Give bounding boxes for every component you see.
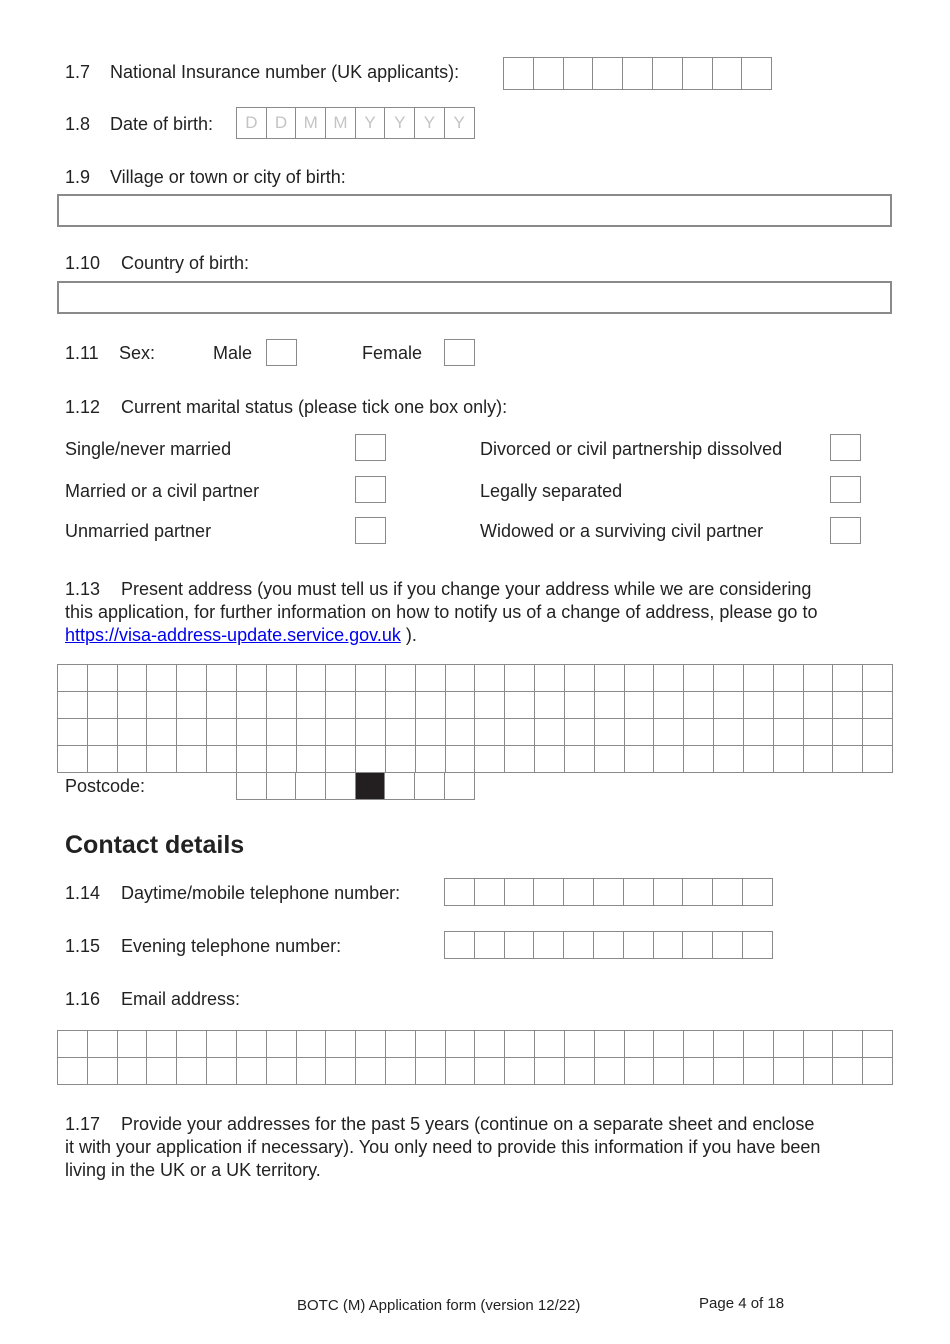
q1-13-line1 [65, 578, 811, 600]
address-cell[interactable] [177, 692, 207, 719]
daytime-phone-cell[interactable] [683, 879, 713, 906]
q1-11-text: Sex: [119, 343, 156, 363]
address-cell[interactable] [386, 665, 416, 692]
postcode-cell[interactable] [296, 773, 326, 800]
address-cell[interactable] [177, 665, 207, 692]
q1-10-text: Country of birth: [121, 253, 250, 273]
email-cell[interactable] [714, 1031, 744, 1058]
address-cell[interactable] [237, 719, 267, 746]
address-cell[interactable] [684, 665, 714, 692]
email-cell[interactable] [118, 1058, 148, 1085]
address-cell[interactable] [475, 746, 505, 773]
q1-15-label [65, 935, 341, 957]
footer-form-name: BOTC (M) Application form (version 12/22) [297, 1297, 581, 1314]
email-cell[interactable] [58, 1058, 88, 1085]
email-cell[interactable] [386, 1058, 416, 1085]
q1-8-text: Date of birth: [110, 114, 214, 134]
email-cell[interactable] [267, 1031, 297, 1058]
address-cell[interactable] [565, 692, 595, 719]
address-cell[interactable] [863, 692, 893, 719]
address-cell[interactable] [267, 746, 297, 773]
evening-phone-cell[interactable] [743, 932, 773, 959]
email-cell[interactable] [446, 1031, 476, 1058]
address-cell[interactable] [267, 692, 297, 719]
marital-married-checkbox[interactable] [355, 476, 386, 503]
address-cell[interactable] [446, 665, 476, 692]
q1-9-text: Village or town or city of birth: [110, 167, 346, 187]
country-of-birth-field[interactable] [57, 281, 892, 314]
sex-female-checkbox[interactable] [444, 339, 475, 366]
q1-7-number: 1.7 [65, 62, 91, 82]
address-cell[interactable] [475, 665, 505, 692]
email-cell[interactable] [207, 1058, 237, 1085]
evening-phone-cell[interactable] [713, 932, 743, 959]
email-cell[interactable] [207, 1031, 237, 1058]
q1-9-number: 1.9 [65, 167, 91, 187]
address-cell[interactable] [475, 692, 505, 719]
email-cell[interactable] [88, 1031, 118, 1058]
daytime-phone-cell[interactable] [475, 879, 505, 906]
address-cell[interactable] [416, 665, 446, 692]
address-cell[interactable] [326, 719, 356, 746]
marital-single-label: Single/never married [65, 439, 232, 459]
address-cell[interactable] [625, 746, 655, 773]
evening-phone-cell[interactable] [594, 932, 624, 959]
email-address-boxes[interactable] [57, 1030, 893, 1085]
email-cell[interactable] [565, 1058, 595, 1085]
address-cell[interactable] [356, 746, 386, 773]
address-cell[interactable] [446, 719, 476, 746]
email-cell[interactable] [297, 1058, 327, 1085]
email-cell[interactable] [356, 1031, 386, 1058]
address-cell[interactable] [446, 746, 476, 773]
email-cell[interactable] [297, 1031, 327, 1058]
address-cell[interactable] [207, 719, 237, 746]
address-cell[interactable] [416, 692, 446, 719]
address-cell[interactable] [804, 665, 834, 692]
evening-phone-cell[interactable] [564, 932, 594, 959]
q1-13-after-link: ). [400, 625, 417, 645]
date-of-birth-cell[interactable]: D [237, 108, 267, 139]
address-cell[interactable] [207, 746, 237, 773]
ni-number-cell[interactable] [653, 58, 683, 90]
q1-11-label [65, 342, 155, 364]
address-cell[interactable] [535, 719, 565, 746]
marital-separated-label: Legally separated [480, 481, 623, 501]
q1-14-number: 1.14 [65, 883, 101, 903]
footer-page-number: Page 4 of 18 [699, 1295, 785, 1312]
address-cell[interactable] [714, 746, 744, 773]
marital-divorced-label: Divorced or civil partnership dissolved [480, 439, 783, 459]
address-cell[interactable] [804, 746, 834, 773]
address-cell[interactable] [863, 665, 893, 692]
address-cell[interactable] [58, 746, 88, 773]
address-cell[interactable] [863, 719, 893, 746]
q1-10-number: 1.10 [65, 253, 101, 273]
daytime-phone-cell[interactable] [564, 879, 594, 906]
email-cell[interactable] [774, 1031, 804, 1058]
ni-number-cell[interactable] [713, 58, 743, 90]
address-cell[interactable] [386, 692, 416, 719]
email-cell[interactable] [804, 1031, 834, 1058]
date-of-birth-cell[interactable]: Y [385, 108, 415, 139]
address-cell[interactable] [237, 665, 267, 692]
date-of-birth-cell[interactable]: Y [415, 108, 445, 139]
q1-11-number: 1.11 [65, 343, 99, 363]
address-cell[interactable] [595, 665, 625, 692]
daytime-phone-cell[interactable] [743, 879, 773, 906]
address-update-link[interactable]: https://visa-address-update.service.gov.uk [65, 625, 401, 645]
ni-number-boxes[interactable] [503, 57, 772, 90]
email-cell[interactable] [118, 1031, 148, 1058]
ni-number-cell[interactable] [742, 58, 772, 90]
daytime-phone-cell[interactable] [594, 879, 624, 906]
address-cell[interactable] [475, 719, 505, 746]
date-of-birth-cell[interactable]: M [296, 108, 326, 139]
address-cell[interactable] [565, 665, 595, 692]
address-cell[interactable] [863, 746, 893, 773]
address-cell[interactable] [326, 665, 356, 692]
address-cell[interactable] [58, 692, 88, 719]
q1-13-text1: Present address (you must tell us if you change your address while we are considering [121, 579, 812, 599]
evening-phone-cell[interactable] [505, 932, 535, 959]
marital-unmarried-checkbox[interactable] [355, 517, 386, 544]
postcode-label: Postcode: [65, 776, 146, 796]
address-cell[interactable] [505, 692, 535, 719]
q1-8-label [65, 113, 213, 135]
address-cell[interactable] [58, 719, 88, 746]
address-cell[interactable] [833, 746, 863, 773]
postcode-cell[interactable] [267, 773, 297, 800]
evening-phone-cell[interactable] [654, 932, 684, 959]
address-cell[interactable] [386, 719, 416, 746]
marital-separated-checkbox[interactable] [830, 476, 861, 503]
postcode-cell[interactable] [326, 773, 356, 800]
daytime-phone-cell[interactable] [445, 879, 475, 906]
address-cell[interactable] [714, 692, 744, 719]
q1-17-text1: Provide your addresses for the past 5 years (continue on a separate sheet and enclose [121, 1114, 815, 1134]
address-cell[interactable] [416, 719, 446, 746]
address-cell[interactable] [535, 692, 565, 719]
q1-15-text: Evening telephone number: [121, 936, 342, 956]
address-cell[interactable] [386, 746, 416, 773]
q1-12-label [65, 396, 507, 418]
address-cell[interactable] [356, 692, 386, 719]
email-cell[interactable] [475, 1058, 505, 1085]
q1-7-label [65, 61, 459, 83]
address-cell[interactable] [88, 719, 118, 746]
address-cell[interactable] [356, 719, 386, 746]
address-cell[interactable] [177, 719, 207, 746]
daytime-phone-cell[interactable] [713, 879, 743, 906]
address-cell[interactable] [207, 665, 237, 692]
address-cell[interactable] [118, 692, 148, 719]
address-cell[interactable] [595, 719, 625, 746]
address-cell[interactable] [147, 692, 177, 719]
email-cell[interactable] [177, 1058, 207, 1085]
q1-17-line1 [65, 1113, 814, 1135]
q1-12-number: 1.12 [65, 397, 101, 417]
email-cell[interactable] [475, 1031, 505, 1058]
date-of-birth-boxes[interactable] [236, 107, 475, 139]
address-cell[interactable] [744, 692, 774, 719]
address-cell[interactable] [88, 665, 118, 692]
email-cell[interactable] [774, 1058, 804, 1085]
date-of-birth-cell[interactable]: M [326, 108, 356, 139]
email-cell[interactable] [595, 1031, 625, 1058]
address-cell[interactable] [595, 692, 625, 719]
address-cell[interactable] [565, 746, 595, 773]
email-cell[interactable] [595, 1058, 625, 1085]
address-cell[interactable] [654, 692, 684, 719]
address-cell[interactable] [147, 665, 177, 692]
address-cell[interactable] [774, 665, 804, 692]
email-cell[interactable] [267, 1058, 297, 1085]
email-cell[interactable] [625, 1031, 655, 1058]
postcode-boxes[interactable] [236, 772, 475, 800]
address-cell[interactable] [804, 719, 834, 746]
email-cell[interactable] [88, 1058, 118, 1085]
email-cell[interactable] [416, 1031, 446, 1058]
q1-7-text: National Insurance number (UK applicants): [110, 62, 460, 82]
email-cell[interactable] [505, 1031, 535, 1058]
email-cell[interactable] [237, 1058, 267, 1085]
evening-phone-boxes[interactable] [444, 931, 773, 959]
address-cell[interactable] [356, 665, 386, 692]
marital-married-label: Married or a civil partner [65, 481, 260, 501]
q1-13-line2: this application, for further information on how to notify us of a change of address, please go to [65, 602, 818, 622]
address-cell[interactable] [297, 746, 327, 773]
address-cell[interactable] [654, 665, 684, 692]
postcode-cell[interactable] [445, 773, 475, 800]
email-cell[interactable] [654, 1031, 684, 1058]
q1-16-text: Email address: [121, 989, 241, 1009]
email-cell[interactable] [386, 1031, 416, 1058]
address-cell[interactable] [714, 719, 744, 746]
q1-9-label [65, 166, 346, 188]
marital-single-checkbox[interactable] [355, 434, 386, 461]
address-cell[interactable] [118, 746, 148, 773]
q1-13-line3 [65, 624, 417, 646]
evening-phone-cell[interactable] [534, 932, 564, 959]
email-cell[interactable] [863, 1058, 893, 1085]
evening-phone-cell[interactable] [683, 932, 713, 959]
ni-number-cell[interactable] [564, 58, 594, 90]
email-cell[interactable] [565, 1031, 595, 1058]
q1-17-line2: it with your application if necessary). You only need to provide this information if you have been [65, 1137, 821, 1157]
email-cell[interactable] [505, 1058, 535, 1085]
daytime-phone-cell[interactable] [624, 879, 654, 906]
place-of-birth-field[interactable] [57, 194, 892, 227]
address-cell[interactable] [297, 665, 327, 692]
address-cell[interactable] [684, 719, 714, 746]
address-cell[interactable] [267, 719, 297, 746]
email-cell[interactable] [147, 1031, 177, 1058]
address-cell[interactable] [804, 692, 834, 719]
address-cell[interactable] [833, 692, 863, 719]
ni-number-cell[interactable] [623, 58, 653, 90]
marital-widowed-checkbox[interactable] [830, 517, 861, 544]
address-cell[interactable] [267, 665, 297, 692]
email-cell[interactable] [237, 1031, 267, 1058]
address-cell[interactable] [118, 665, 148, 692]
address-cell[interactable] [535, 665, 565, 692]
date-of-birth-cell[interactable]: Y [445, 108, 475, 139]
email-cell[interactable] [863, 1031, 893, 1058]
daytime-phone-cell[interactable] [505, 879, 535, 906]
address-cell[interactable] [744, 719, 774, 746]
email-cell[interactable] [58, 1031, 88, 1058]
contact-details-heading: Contact details [65, 831, 245, 859]
email-cell[interactable] [177, 1031, 207, 1058]
email-cell[interactable] [326, 1031, 356, 1058]
ni-number-cell[interactable] [504, 58, 534, 90]
address-cell[interactable] [833, 719, 863, 746]
address-cell[interactable] [774, 692, 804, 719]
address-cell[interactable] [625, 665, 655, 692]
daytime-phone-cell[interactable] [534, 879, 564, 906]
q1-16-label [65, 988, 240, 1010]
postcode-cell[interactable] [237, 773, 267, 800]
email-cell[interactable] [744, 1031, 774, 1058]
address-cell[interactable] [684, 746, 714, 773]
address-cell[interactable] [744, 746, 774, 773]
email-cell[interactable] [833, 1058, 863, 1085]
email-cell[interactable] [535, 1058, 565, 1085]
q1-17-number: 1.17 [65, 1114, 101, 1134]
address-cell[interactable] [326, 746, 356, 773]
ni-number-cell[interactable] [593, 58, 623, 90]
evening-phone-cell[interactable] [475, 932, 505, 959]
address-cell[interactable] [88, 692, 118, 719]
address-cell[interactable] [297, 692, 327, 719]
q1-17-line3: living in the UK or a UK territory. [65, 1160, 321, 1180]
address-cell[interactable] [595, 746, 625, 773]
email-cell[interactable] [356, 1058, 386, 1085]
email-cell[interactable] [625, 1058, 655, 1085]
address-cell[interactable] [147, 719, 177, 746]
q1-14-label [65, 882, 400, 904]
address-cell[interactable] [654, 719, 684, 746]
address-cell[interactable] [326, 692, 356, 719]
address-cell[interactable] [833, 665, 863, 692]
address-cell[interactable] [625, 719, 655, 746]
sex-female-label: Female [362, 343, 423, 363]
address-cell[interactable] [237, 746, 267, 773]
address-cell[interactable] [774, 719, 804, 746]
email-cell[interactable] [654, 1058, 684, 1085]
email-cell[interactable] [535, 1031, 565, 1058]
ni-number-cell[interactable] [683, 58, 713, 90]
q1-15-number: 1.15 [65, 936, 101, 956]
q1-13-number: 1.13 [65, 579, 101, 599]
address-cell[interactable] [505, 665, 535, 692]
email-cell[interactable] [446, 1058, 476, 1085]
address-cell[interactable] [744, 665, 774, 692]
address-cell[interactable] [505, 746, 535, 773]
evening-phone-cell[interactable] [445, 932, 475, 959]
address-cell[interactable] [446, 692, 476, 719]
q1-12-text: Current marital status (please tick one box only): [121, 397, 508, 417]
address-cell[interactable] [297, 719, 327, 746]
address-cell[interactable] [147, 746, 177, 773]
evening-phone-cell[interactable] [624, 932, 654, 959]
email-cell[interactable] [684, 1058, 714, 1085]
sex-male-label: Male [213, 343, 253, 363]
q1-10-label [65, 252, 249, 274]
address-cell[interactable] [714, 665, 744, 692]
address-cell[interactable] [565, 719, 595, 746]
address-cell[interactable] [118, 719, 148, 746]
address-cell[interactable] [237, 692, 267, 719]
email-cell[interactable] [326, 1058, 356, 1085]
q1-8-number: 1.8 [65, 114, 91, 134]
email-cell[interactable] [684, 1031, 714, 1058]
marital-divorced-checkbox[interactable] [830, 434, 861, 461]
email-cell[interactable] [714, 1058, 744, 1085]
address-cell[interactable] [207, 692, 237, 719]
address-cell[interactable] [505, 719, 535, 746]
email-cell[interactable] [744, 1058, 774, 1085]
date-of-birth-cell[interactable]: D [267, 108, 297, 139]
daytime-phone-cell[interactable] [654, 879, 684, 906]
address-cell[interactable] [177, 746, 207, 773]
address-cell[interactable] [684, 692, 714, 719]
address-cell[interactable] [774, 746, 804, 773]
address-cell[interactable] [58, 665, 88, 692]
address-cell[interactable] [654, 746, 684, 773]
address-cell[interactable] [535, 746, 565, 773]
q1-16-number: 1.16 [65, 989, 101, 1009]
email-cell[interactable] [147, 1058, 177, 1085]
present-address-boxes[interactable] [57, 664, 893, 773]
ni-number-cell[interactable] [534, 58, 564, 90]
marital-widowed-label: Widowed or a surviving civil partner [480, 521, 764, 541]
address-cell[interactable] [416, 746, 446, 773]
address-cell[interactable] [88, 746, 118, 773]
postcode-cell[interactable] [385, 773, 415, 800]
date-of-birth-cell[interactable]: Y [356, 108, 386, 139]
email-cell[interactable] [804, 1058, 834, 1085]
daytime-phone-boxes[interactable] [444, 878, 773, 906]
email-cell[interactable] [833, 1031, 863, 1058]
q1-14-text: Daytime/mobile telephone number: [121, 883, 401, 903]
address-cell[interactable] [625, 692, 655, 719]
postcode-cell[interactable] [356, 773, 386, 800]
postcode-cell[interactable] [415, 773, 445, 800]
sex-male-checkbox[interactable] [266, 339, 297, 366]
marital-unmarried-label: Unmarried partner [65, 521, 212, 541]
email-cell[interactable] [416, 1058, 446, 1085]
